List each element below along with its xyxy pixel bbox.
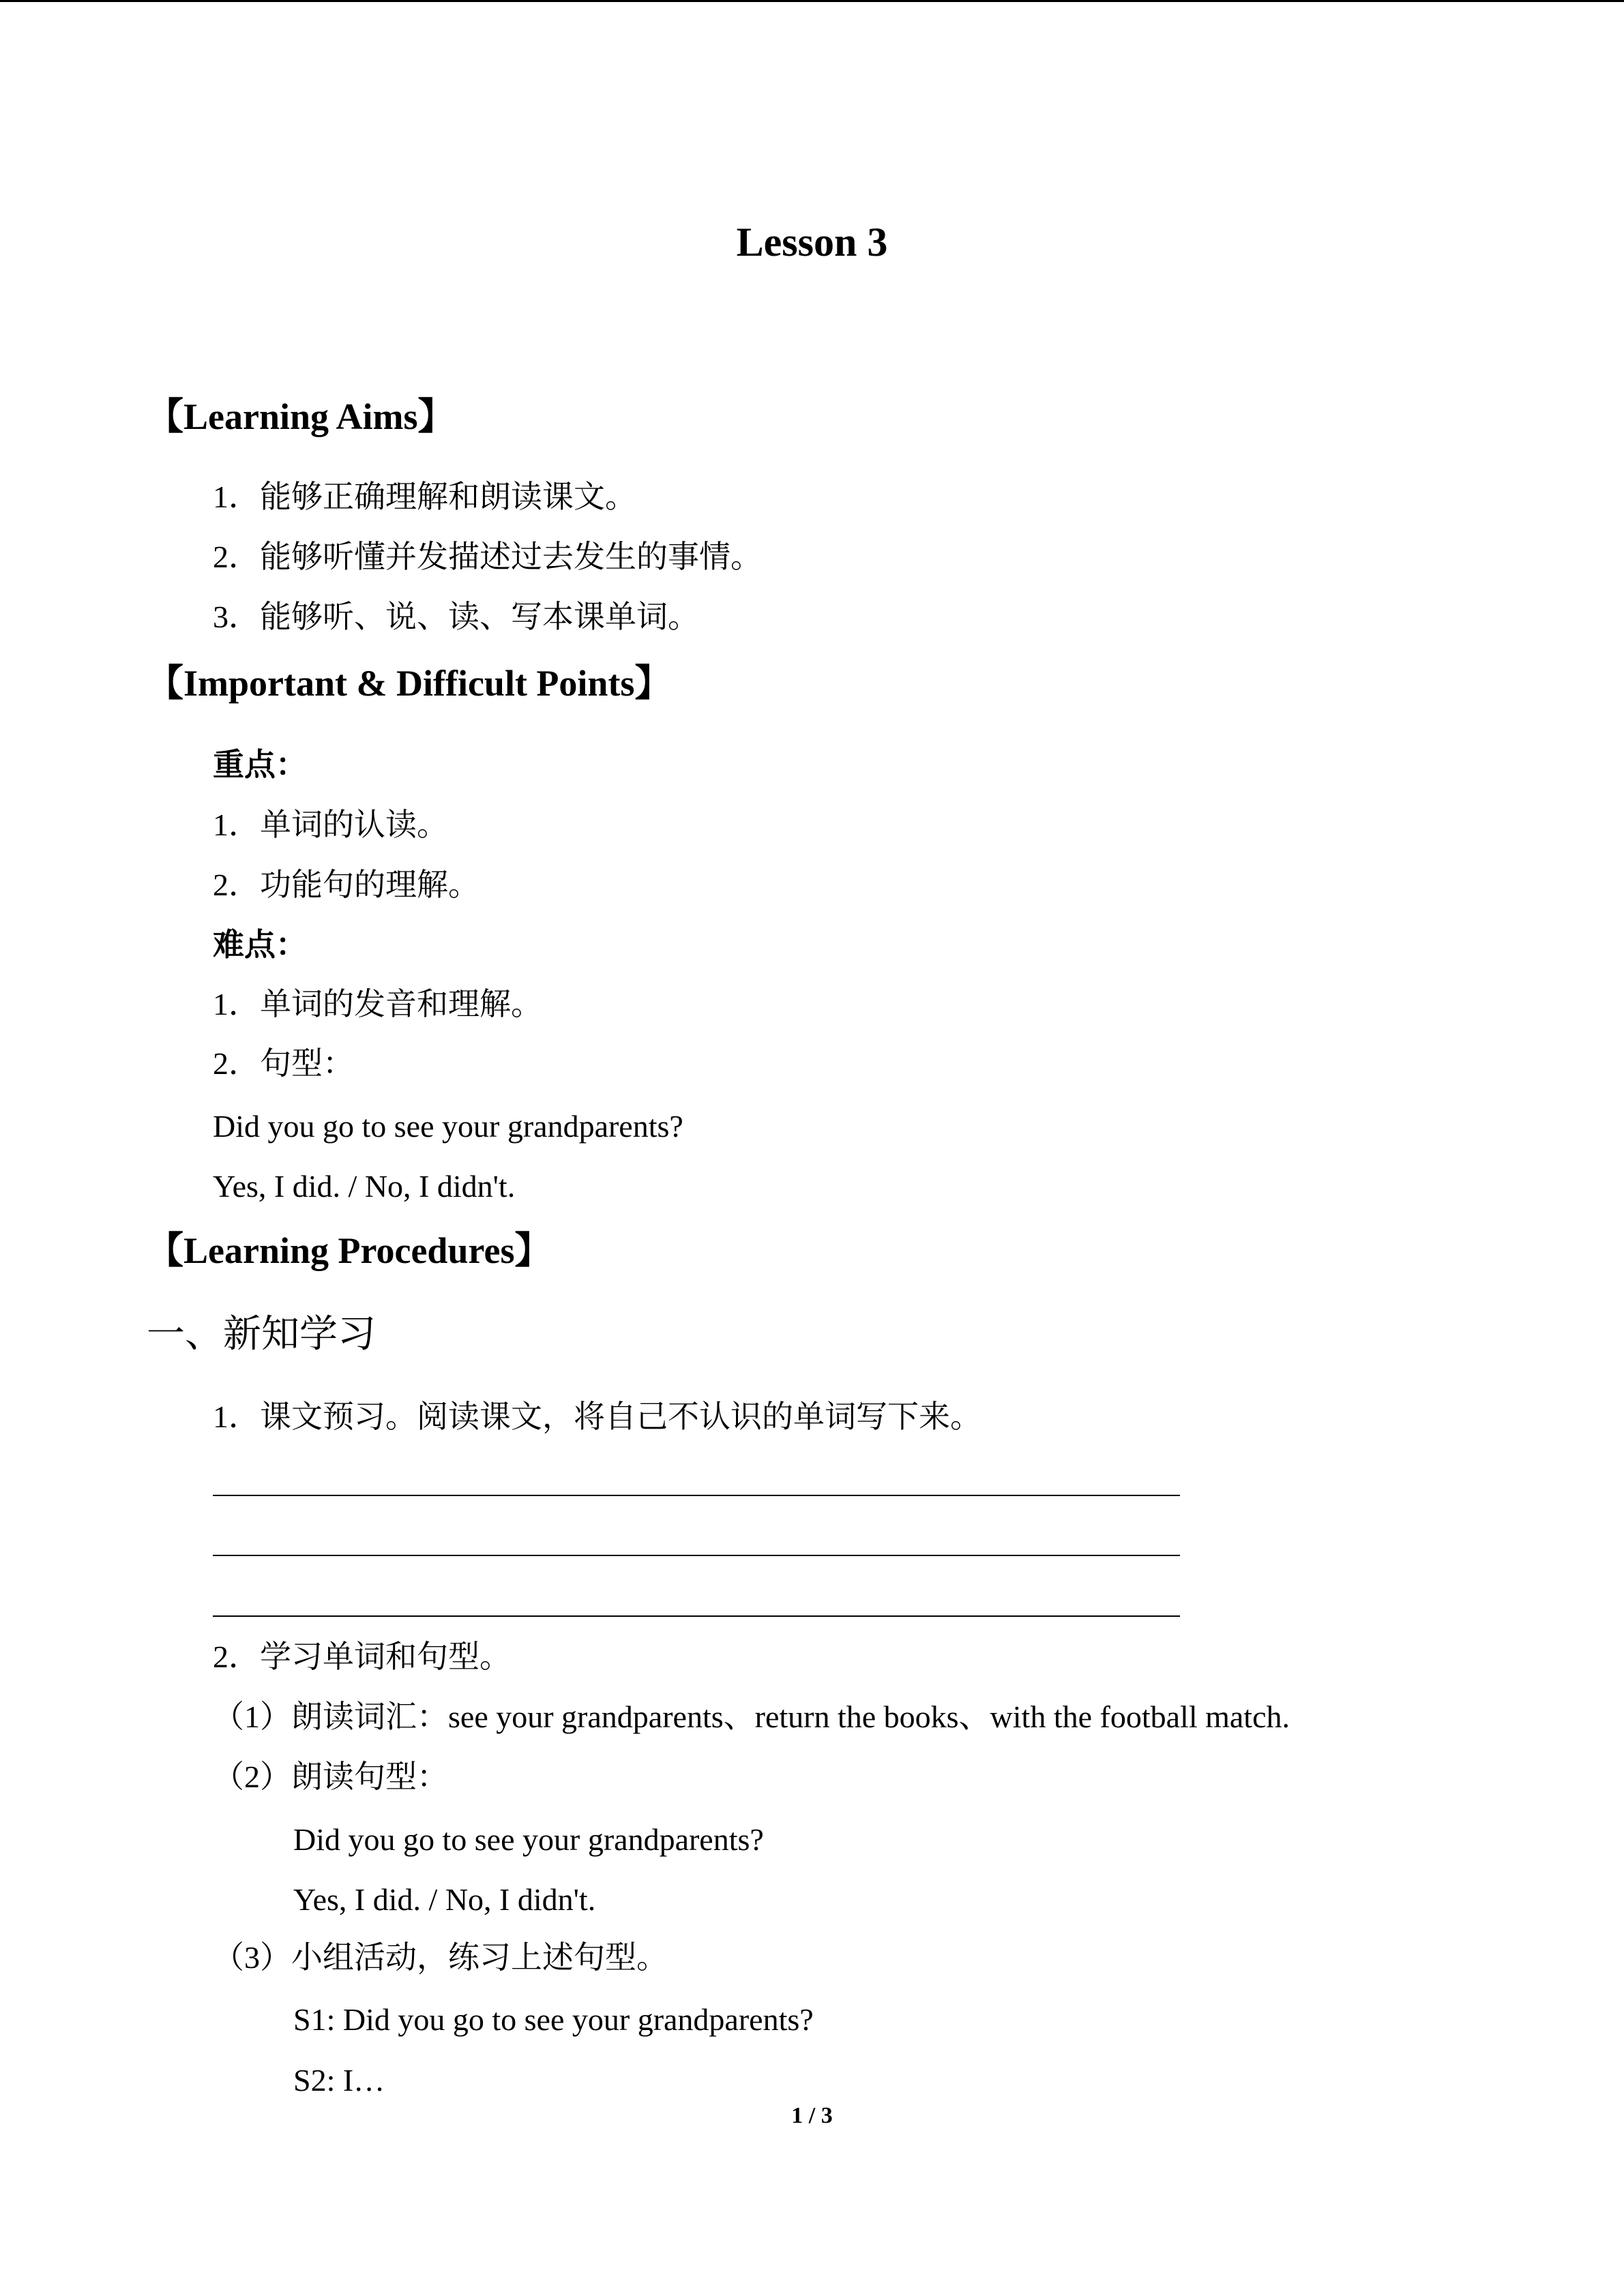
- page-number: 1 / 3: [791, 2103, 833, 2128]
- aim-item-2: 2．能够听懂并发描述过去发生的事情。: [213, 539, 762, 574]
- part-one-title: 一、新知学习: [147, 1313, 376, 1356]
- key-points-label: 重点：: [213, 747, 307, 782]
- key-point-1: 1．单词的认读。: [213, 807, 448, 842]
- read-sentence-question: Did you go to see your grandparents?: [293, 1822, 764, 1857]
- sub-step-1: （1）朗读词汇：see your grandparents、return the books、with the football match.: [213, 1699, 1290, 1734]
- learning-aims-heading: 【Learning Aims】: [147, 396, 455, 437]
- answer-blank-line-2[interactable]: [213, 1555, 1180, 1556]
- difficult-point-2: 2．句型：: [213, 1046, 354, 1081]
- step-1-text: 1．课文预习。阅读课文，将自己不认识的单词写下来。: [213, 1399, 981, 1434]
- read-sentence-answer: Yes, I did. / No, I didn't.: [293, 1882, 596, 1917]
- answer-blank-line-1[interactable]: [213, 1495, 1180, 1496]
- dialogue-s2: S2: I…: [293, 2063, 385, 2098]
- key-point-2: 2．功能句的理解。: [213, 867, 479, 902]
- answer-blank-line-3[interactable]: [213, 1615, 1180, 1617]
- sub-step-2: （2）朗读句型：: [213, 1759, 448, 1794]
- points-heading: 【Important & Difficult Points】: [147, 663, 672, 704]
- sentence-pattern-question: Did you go to see your grandparents?: [213, 1109, 683, 1144]
- dialogue-s1: S1: Did you go to see your grandparents?: [293, 2002, 814, 2037]
- sentence-pattern-answer: Yes, I did. / No, I didn't.: [213, 1169, 516, 1204]
- page-title: Lesson 3: [736, 220, 888, 265]
- aim-item-1: 1．能够正确理解和朗读课文。: [213, 479, 636, 514]
- aim-item-3: 3．能够听、说、读、写本课单词。: [213, 599, 699, 634]
- difficult-points-label: 难点：: [213, 927, 307, 962]
- procedures-heading: 【Learning Procedures】: [147, 1230, 552, 1271]
- step-2-text: 2．学习单词和句型。: [213, 1639, 511, 1674]
- sub-step-3: （3）小组活动，练习上述句型。: [213, 1940, 668, 1975]
- difficult-point-1: 1．单词的发音和理解。: [213, 987, 542, 1022]
